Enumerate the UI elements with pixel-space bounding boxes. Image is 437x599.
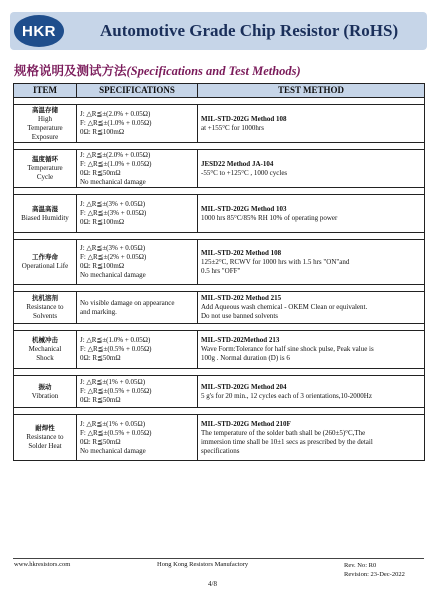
spec-line: 0Ω: R≦100mΩ: [80, 218, 125, 226]
document-title: Automotive Grade Chip Resistor (RoHS): [100, 21, 399, 40]
item-cell: [14, 376, 77, 408]
item-name-english: Temperature: [27, 123, 63, 132]
row-spacer: [14, 98, 425, 105]
section-subtitle: [14, 61, 301, 79]
method-line: 1000 hrs 85°C/85% RH 10% of operating power: [201, 213, 338, 222]
item-name-english: Resistance to: [26, 433, 64, 441]
specifications-cell: [77, 292, 198, 324]
spec-line: No mechanical damage: [80, 446, 146, 455]
row-spacer-cell: [14, 324, 425, 331]
spec-line: 0Ω: R≦50mΩ: [80, 396, 121, 404]
table-row: [14, 292, 425, 324]
spec-line: 0Ω: R≦50mΩ: [80, 168, 121, 177]
row-spacer-cell: [14, 188, 425, 195]
item-name-english: Shock: [36, 354, 54, 362]
method-line: 5 g's for 20 min., 12 cycles each of 3 orientations,10-2000Hz: [201, 391, 372, 400]
row-spacer-cell: [14, 143, 425, 150]
header-item: ITEM: [14, 84, 77, 98]
item-cell: [14, 415, 77, 461]
method-title: MIL-STD-202 Method 215: [201, 294, 282, 302]
row-spacer: [14, 188, 425, 195]
item-cell: [14, 195, 77, 233]
item-cell: [14, 292, 77, 324]
specifications-cell: [77, 195, 198, 233]
spec-line: J: △R≦±(2.0% + 0.05Ω): [80, 150, 151, 159]
item-name-english: Biased Humidity: [21, 213, 69, 222]
spec-line: and marking.: [80, 307, 117, 316]
page-number: 4/8: [208, 580, 217, 588]
method-title: MIL-STD-202G Method 210F: [201, 419, 291, 428]
item-name-chinese: 抗机溶剂: [32, 294, 58, 302]
method-title: MIL-STD-202G Method 103: [201, 204, 287, 213]
item-cell: [14, 150, 77, 188]
spec-line: 0Ω: R≦100mΩ: [80, 262, 125, 270]
table-row: [14, 105, 425, 143]
hkr-logo: [14, 15, 64, 47]
subtitle-english: (Specifications and Test Methods): [126, 64, 301, 78]
row-spacer: [14, 408, 425, 415]
test-method-cell: [198, 331, 425, 369]
spec-line: J: △R≦±(1.0% + 0.05Ω): [80, 336, 151, 344]
spec-line: F: △R≦±(3% + 0.05Ω): [80, 209, 147, 217]
item-name-chinese: 温度循环: [32, 155, 58, 163]
item-name-english: Operational Life: [21, 262, 69, 270]
spec-line: F: △R≦±(0.5% + 0.05Ω): [80, 345, 152, 353]
method-title: MIL-STD-202 Method 108: [201, 248, 282, 257]
item-name-english: Temperature: [27, 164, 63, 172]
footer-website: www.hkresistors.com: [14, 561, 71, 568]
spec-line: No mechanical damage: [80, 271, 146, 279]
row-spacer-cell: [14, 233, 425, 240]
specifications-cell: [77, 105, 198, 143]
footer-revision-date: Revision: 23-Dec-2022: [344, 571, 405, 578]
spec-line: No visible damage on appearance: [80, 298, 175, 307]
specifications-cell: [77, 331, 198, 369]
spec-line: F: △R≦±(2% + 0.05Ω): [80, 253, 147, 261]
specifications-cell: [77, 240, 198, 285]
specifications-cell: [77, 376, 198, 408]
method-line: 0.5 hrs "OFF": [201, 266, 241, 275]
spec-line: 0Ω: R≦50mΩ: [80, 437, 121, 446]
method-line: 125±2°C, RCWV for 1000 hrs with 1.5 hrs "ON"and: [201, 257, 350, 266]
test-method-cell: [198, 150, 425, 188]
item-cell: [14, 331, 77, 369]
spec-table: [13, 83, 425, 461]
method-line: specifications: [201, 446, 240, 455]
specifications-cell: [77, 150, 198, 188]
header-test-method: TEST METHOD: [198, 84, 425, 98]
method-line: Add Aqueous wash chemical - OKEM Clean or equivalent.: [201, 303, 368, 311]
method-line: immersion time shall be 10±1 secs as prescribed by the detail: [201, 437, 373, 446]
spec-line: J: △R≦±(1% + 0.05Ω): [80, 419, 146, 428]
footer-company: Hong Kong Resistors Manufactory: [157, 561, 249, 568]
item-name-chinese: 机械冲击: [32, 336, 58, 344]
table-row: [14, 415, 425, 461]
spec-line: J: △R≦±(1% + 0.05Ω): [80, 378, 146, 386]
spec-line: F: △R≦±(0.5% + 0.05Ω): [80, 387, 152, 395]
spec-line: J: △R≦±(2.0% + 0.05Ω): [80, 110, 151, 118]
item-name-english: Resistance to: [26, 303, 64, 311]
specifications-cell: [77, 415, 198, 461]
table-row: [14, 195, 425, 233]
method-line: Do not use banned solvents: [201, 312, 278, 320]
spec-line: F: △R≦±(1.0% + 0.05Ω): [80, 159, 152, 168]
spec-line: 0Ω: R≦100mΩ: [80, 128, 125, 136]
method-line: -55°C to +125°C , 1000 cycles: [201, 168, 288, 177]
footer-revision-block: [344, 561, 405, 579]
footer-rev-no: Rev. No: R0: [344, 562, 377, 569]
table-row: [14, 331, 425, 369]
test-method-cell: [198, 415, 425, 461]
item-name-english: High: [38, 114, 52, 123]
spec-line: 0Ω: R≦50mΩ: [80, 354, 121, 362]
row-spacer-cell: [14, 285, 425, 292]
method-line: at +155°C for 1000hrs: [201, 123, 264, 132]
test-method-cell: [198, 376, 425, 408]
table-row: [14, 150, 425, 188]
spec-line: J: △R≦±(3% + 0.05Ω): [80, 244, 146, 252]
item-name-english: Solvents: [32, 312, 58, 320]
method-title: JESD22 Method JA-104: [201, 159, 274, 168]
method-title: MIL-STD-202G Method 108: [201, 114, 287, 123]
table-row: [14, 240, 425, 285]
item-cell: [14, 240, 77, 285]
row-spacer: [14, 233, 425, 240]
row-spacer-cell: [14, 408, 425, 415]
table-row: [14, 376, 425, 408]
logo-text: HKR: [22, 22, 56, 40]
row-spacer: [14, 143, 425, 150]
item-cell: [14, 105, 77, 143]
test-method-cell: [198, 292, 425, 324]
item-name-chinese: 工作寿命: [32, 253, 58, 261]
method-title: MIL-STD-202G Method 204: [201, 382, 287, 391]
method-title: MIL-STD-202Method 213: [201, 336, 280, 344]
footer-divider: [13, 558, 424, 559]
item-name-english: Cycle: [36, 173, 54, 181]
method-line: The temperature of the solder bath shall be (260±5)°C,The: [201, 428, 366, 437]
item-name-english: Solder Heat: [28, 442, 62, 450]
spec-line: F: △R≦±(1.0% + 0.05Ω): [80, 119, 152, 127]
test-method-cell: [198, 105, 425, 143]
item-name-english: Mechanical: [28, 345, 62, 353]
spec-line: No mechanical damage: [80, 177, 146, 186]
item-name-chinese: 振动: [38, 382, 52, 391]
item-name-english: Exposure: [31, 132, 59, 141]
item-name-english: Vibration: [31, 391, 59, 400]
item-name-chinese: 高温高湿: [32, 204, 58, 213]
method-line: 100g . Normal duration (D) is 6: [201, 354, 290, 362]
row-spacer: [14, 369, 425, 376]
header-specifications: SPECIFICATIONS: [77, 84, 198, 98]
row-spacer: [14, 285, 425, 292]
method-line: Wave Form:Tolerance for half sine shock pulse, Peak value is: [201, 345, 374, 353]
item-name-chinese: 耐焊性: [35, 424, 55, 432]
test-method-cell: [198, 240, 425, 285]
row-spacer-cell: [14, 98, 425, 105]
item-name-chinese: 高温存储: [32, 105, 58, 114]
title-banner: [10, 12, 427, 50]
row-spacer-cell: [14, 369, 425, 376]
spec-line: F: △R≦±(0.5% + 0.05Ω): [80, 428, 152, 437]
spec-line: J: △R≦±(3% + 0.05Ω): [80, 200, 146, 208]
table-header-row: [14, 84, 425, 98]
test-method-cell: [198, 195, 425, 233]
subtitle-chinese: 规格说明及测试方法: [14, 63, 127, 78]
row-spacer: [14, 324, 425, 331]
